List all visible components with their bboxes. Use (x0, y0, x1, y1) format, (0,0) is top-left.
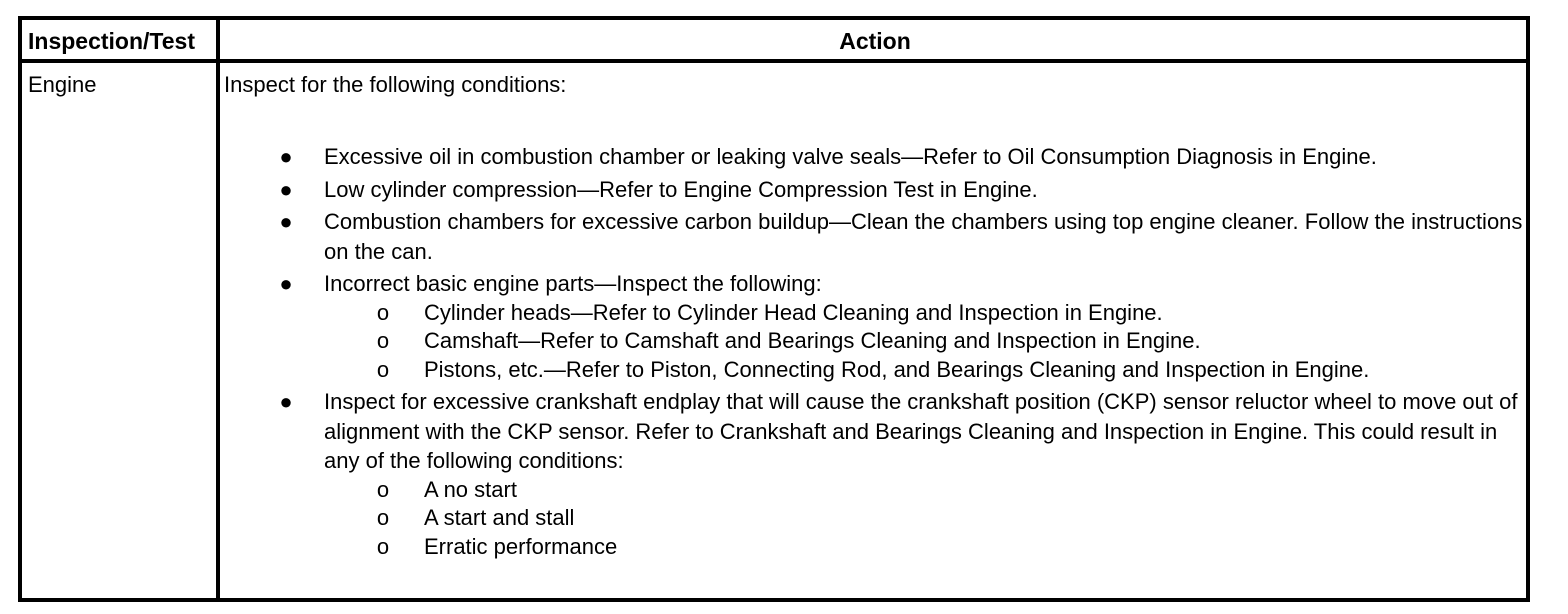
sub-list-item-text: A start and stall (424, 505, 575, 530)
sub-list-item-text: Pistons, etc.—Refer to Piston, Connecting Rod, and Bearings Cleaning and Inspection in Engine. (424, 356, 1370, 382)
bullet-icon: ● (279, 389, 293, 414)
sub-list-item (324, 504, 1524, 533)
column-divider (216, 20, 220, 598)
subbullet-icon: o (376, 299, 390, 325)
list-item-text: Combustion chambers for excessive carbon buildup—Clean the chambers using top engine cleaner. Follow the instructions on the can. (324, 209, 1523, 264)
cell-inspection-test: Engine (28, 72, 97, 97)
sub-list-item-text: A no start (424, 476, 517, 502)
sub-list-item (324, 356, 1524, 385)
subbullet-icon: o (376, 356, 390, 382)
header-action: Action (839, 28, 911, 54)
subbullet-icon: o (376, 533, 390, 559)
bullet-icon: ● (279, 209, 293, 234)
header-divider (22, 59, 1526, 63)
sub-list-item-text: Erratic performance (424, 533, 618, 559)
cell-action (224, 72, 1524, 564)
bullet-icon: ● (279, 176, 293, 202)
action-intro: Inspect for the following conditions: (224, 72, 567, 97)
sub-list-item (324, 299, 1524, 328)
sub-list (324, 299, 1524, 385)
subbullet-icon: o (376, 476, 390, 502)
list-item (224, 207, 1524, 266)
bullet-icon: ● (279, 271, 293, 296)
list-item-text: Excessive oil in combustion chamber or leaking valve seals—Refer to Oil Consumption Diagnosis in Engine. (324, 144, 1377, 169)
subbullet-icon: o (376, 328, 390, 353)
list-item-text: Low cylinder compression—Refer to Engine Compression Test in Engine. (324, 176, 1038, 202)
subbullet-icon: o (376, 505, 390, 530)
condition-list (224, 142, 1524, 561)
sub-list-item-text: Camshaft—Refer to Camshaft and Bearings Cleaning and Inspection in Engine. (424, 328, 1201, 353)
list-item-text: Inspect for excessive crankshaft endplay that will cause the crankshaft position (CKP) sensor reluctor wheel to move out of alignment with the CKP sensor. Refer to Crankshaft and Bearings Cleaning and Inspection in Engine. This could result in any of the following conditions: (324, 389, 1518, 473)
list-item (224, 142, 1524, 172)
list-item (224, 175, 1524, 205)
list-item (224, 269, 1524, 384)
sub-list (324, 476, 1524, 562)
sub-list-item (324, 533, 1524, 562)
list-item-text: Incorrect basic engine parts—Inspect the following: (324, 271, 822, 296)
sub-list-item (324, 327, 1524, 356)
bullet-icon: ● (279, 144, 293, 169)
sub-list-item-text: Cylinder heads—Refer to Cylinder Head Cleaning and Inspection in Engine. (424, 299, 1163, 325)
header-inspection-test: Inspection/Test (28, 28, 195, 54)
sub-list-item (324, 476, 1524, 505)
list-item (224, 387, 1524, 561)
inspection-table (18, 16, 1530, 602)
